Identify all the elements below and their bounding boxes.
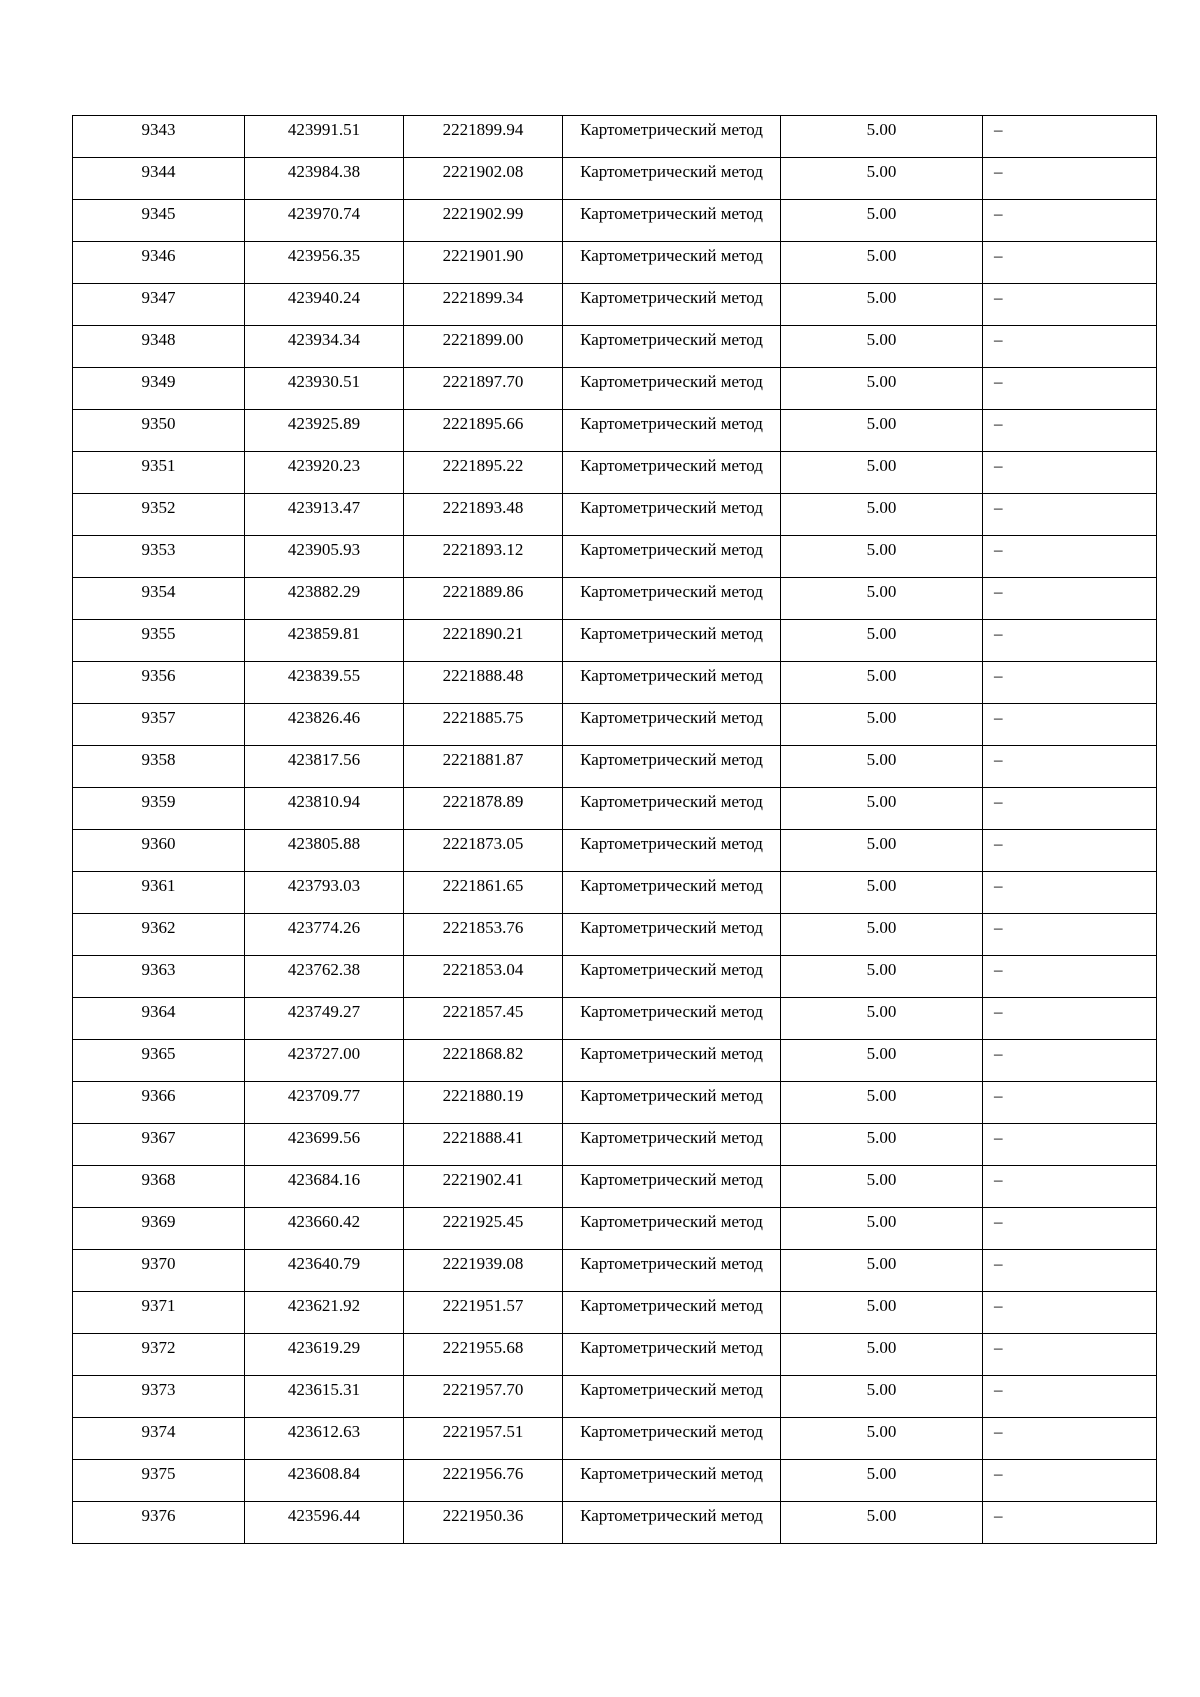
method-cell: Картометрический метод <box>563 410 781 452</box>
y-coordinate-cell: 2221939.08 <box>404 1250 563 1292</box>
method-cell: Картометрический метод <box>563 872 781 914</box>
note-cell: – <box>983 536 1157 578</box>
y-coordinate-cell: 2221878.89 <box>404 788 563 830</box>
method-cell: Картометрический метод <box>563 1166 781 1208</box>
document-page <box>72 115 1157 1544</box>
accuracy-cell: 5.00 <box>781 1082 983 1124</box>
accuracy-cell: 5.00 <box>781 830 983 872</box>
point-number-cell: 9358 <box>73 746 245 788</box>
method-cell: Картометрический метод <box>563 200 781 242</box>
point-number-cell: 9369 <box>73 1208 245 1250</box>
y-coordinate-cell: 2221893.48 <box>404 494 563 536</box>
accuracy-cell: 5.00 <box>781 1502 983 1544</box>
note-cell: – <box>983 242 1157 284</box>
accuracy-cell: 5.00 <box>781 788 983 830</box>
accuracy-cell: 5.00 <box>781 998 983 1040</box>
accuracy-cell: 5.00 <box>781 746 983 788</box>
point-number-cell: 9366 <box>73 1082 245 1124</box>
y-coordinate-cell: 2221902.08 <box>404 158 563 200</box>
table-row <box>73 1040 1157 1082</box>
accuracy-cell: 5.00 <box>781 1208 983 1250</box>
method-cell: Картометрический метод <box>563 326 781 368</box>
point-number-cell: 9347 <box>73 284 245 326</box>
method-cell: Картометрический метод <box>563 1040 781 1082</box>
accuracy-cell: 5.00 <box>781 1460 983 1502</box>
note-cell: – <box>983 620 1157 662</box>
method-cell: Картометрический метод <box>563 956 781 998</box>
method-cell: Картометрический метод <box>563 746 781 788</box>
point-number-cell: 9353 <box>73 536 245 578</box>
y-coordinate-cell: 2221888.41 <box>404 1124 563 1166</box>
y-coordinate-cell: 2221897.70 <box>404 368 563 410</box>
point-number-cell: 9351 <box>73 452 245 494</box>
note-cell: – <box>983 1166 1157 1208</box>
method-cell: Картометрический метод <box>563 1292 781 1334</box>
note-cell: – <box>983 326 1157 368</box>
accuracy-cell: 5.00 <box>781 494 983 536</box>
table-row <box>73 1124 1157 1166</box>
x-coordinate-cell: 423608.84 <box>245 1460 404 1502</box>
y-coordinate-cell: 2221950.36 <box>404 1502 563 1544</box>
accuracy-cell: 5.00 <box>781 1376 983 1418</box>
accuracy-cell: 5.00 <box>781 536 983 578</box>
method-cell: Картометрический метод <box>563 620 781 662</box>
x-coordinate-cell: 423991.51 <box>245 116 404 158</box>
method-cell: Картометрический метод <box>563 704 781 746</box>
table-row <box>73 1334 1157 1376</box>
x-coordinate-cell: 423621.92 <box>245 1292 404 1334</box>
note-cell: – <box>983 914 1157 956</box>
note-cell: – <box>983 158 1157 200</box>
table-row <box>73 1418 1157 1460</box>
table-row <box>73 872 1157 914</box>
y-coordinate-cell: 2221901.90 <box>404 242 563 284</box>
accuracy-cell: 5.00 <box>781 284 983 326</box>
note-cell: – <box>983 1460 1157 1502</box>
accuracy-cell: 5.00 <box>781 410 983 452</box>
point-number-cell: 9352 <box>73 494 245 536</box>
x-coordinate-cell: 423793.03 <box>245 872 404 914</box>
table-row <box>73 284 1157 326</box>
method-cell: Картометрический метод <box>563 1502 781 1544</box>
table-row <box>73 326 1157 368</box>
table-body <box>73 116 1157 1544</box>
point-number-cell: 9355 <box>73 620 245 662</box>
method-cell: Картометрический метод <box>563 536 781 578</box>
note-cell: – <box>983 998 1157 1040</box>
point-number-cell: 9372 <box>73 1334 245 1376</box>
y-coordinate-cell: 2221889.86 <box>404 578 563 620</box>
method-cell: Картометрический метод <box>563 116 781 158</box>
note-cell: – <box>983 452 1157 494</box>
method-cell: Картометрический метод <box>563 242 781 284</box>
point-number-cell: 9370 <box>73 1250 245 1292</box>
x-coordinate-cell: 423709.77 <box>245 1082 404 1124</box>
note-cell: – <box>983 116 1157 158</box>
x-coordinate-cell: 423612.63 <box>245 1418 404 1460</box>
note-cell: – <box>983 830 1157 872</box>
accuracy-cell: 5.00 <box>781 158 983 200</box>
y-coordinate-cell: 2221957.51 <box>404 1418 563 1460</box>
method-cell: Картометрический метод <box>563 1082 781 1124</box>
accuracy-cell: 5.00 <box>781 1250 983 1292</box>
accuracy-cell: 5.00 <box>781 242 983 284</box>
x-coordinate-cell: 423660.42 <box>245 1208 404 1250</box>
x-coordinate-cell: 423970.74 <box>245 200 404 242</box>
point-number-cell: 9343 <box>73 116 245 158</box>
x-coordinate-cell: 423940.24 <box>245 284 404 326</box>
accuracy-cell: 5.00 <box>781 116 983 158</box>
method-cell: Картометрический метод <box>563 830 781 872</box>
table-row <box>73 1502 1157 1544</box>
method-cell: Картометрический метод <box>563 284 781 326</box>
x-coordinate-cell: 423762.38 <box>245 956 404 998</box>
y-coordinate-cell: 2221888.48 <box>404 662 563 704</box>
y-coordinate-cell: 2221857.45 <box>404 998 563 1040</box>
y-coordinate-cell: 2221902.41 <box>404 1166 563 1208</box>
accuracy-cell: 5.00 <box>781 1166 983 1208</box>
point-number-cell: 9364 <box>73 998 245 1040</box>
note-cell: – <box>983 1502 1157 1544</box>
point-number-cell: 9373 <box>73 1376 245 1418</box>
x-coordinate-cell: 423984.38 <box>245 158 404 200</box>
note-cell: – <box>983 872 1157 914</box>
x-coordinate-cell: 423956.35 <box>245 242 404 284</box>
table-row <box>73 620 1157 662</box>
point-number-cell: 9361 <box>73 872 245 914</box>
x-coordinate-cell: 423826.46 <box>245 704 404 746</box>
y-coordinate-cell: 2221853.04 <box>404 956 563 998</box>
x-coordinate-cell: 423640.79 <box>245 1250 404 1292</box>
table-row <box>73 956 1157 998</box>
x-coordinate-cell: 423925.89 <box>245 410 404 452</box>
point-number-cell: 9350 <box>73 410 245 452</box>
y-coordinate-cell: 2221899.34 <box>404 284 563 326</box>
y-coordinate-cell: 2221880.19 <box>404 1082 563 1124</box>
table-row <box>73 1376 1157 1418</box>
table-row <box>73 368 1157 410</box>
x-coordinate-cell: 423810.94 <box>245 788 404 830</box>
method-cell: Картометрический метод <box>563 1376 781 1418</box>
accuracy-cell: 5.00 <box>781 1334 983 1376</box>
point-number-cell: 9346 <box>73 242 245 284</box>
note-cell: – <box>983 1040 1157 1082</box>
point-number-cell: 9376 <box>73 1502 245 1544</box>
y-coordinate-cell: 2221853.76 <box>404 914 563 956</box>
accuracy-cell: 5.00 <box>781 620 983 662</box>
method-cell: Картометрический метод <box>563 662 781 704</box>
x-coordinate-cell: 423913.47 <box>245 494 404 536</box>
point-number-cell: 9348 <box>73 326 245 368</box>
point-number-cell: 9349 <box>73 368 245 410</box>
x-coordinate-cell: 423699.56 <box>245 1124 404 1166</box>
point-number-cell: 9362 <box>73 914 245 956</box>
y-coordinate-cell: 2221902.99 <box>404 200 563 242</box>
table-row <box>73 830 1157 872</box>
y-coordinate-cell: 2221881.87 <box>404 746 563 788</box>
accuracy-cell: 5.00 <box>781 1124 983 1166</box>
note-cell: – <box>983 368 1157 410</box>
point-number-cell: 9354 <box>73 578 245 620</box>
note-cell: – <box>983 704 1157 746</box>
note-cell: – <box>983 284 1157 326</box>
note-cell: – <box>983 410 1157 452</box>
table-row <box>73 1208 1157 1250</box>
method-cell: Картометрический метод <box>563 1334 781 1376</box>
table-row <box>73 1166 1157 1208</box>
x-coordinate-cell: 423839.55 <box>245 662 404 704</box>
y-coordinate-cell: 2221895.22 <box>404 452 563 494</box>
accuracy-cell: 5.00 <box>781 1292 983 1334</box>
x-coordinate-cell: 423920.23 <box>245 452 404 494</box>
note-cell: – <box>983 1418 1157 1460</box>
y-coordinate-cell: 2221956.76 <box>404 1460 563 1502</box>
y-coordinate-cell: 2221925.45 <box>404 1208 563 1250</box>
table-row <box>73 998 1157 1040</box>
table-row <box>73 494 1157 536</box>
table-row <box>73 578 1157 620</box>
accuracy-cell: 5.00 <box>781 1040 983 1082</box>
y-coordinate-cell: 2221893.12 <box>404 536 563 578</box>
method-cell: Картометрический метод <box>563 158 781 200</box>
point-number-cell: 9345 <box>73 200 245 242</box>
method-cell: Картометрический метод <box>563 914 781 956</box>
table-row <box>73 788 1157 830</box>
method-cell: Картометрический метод <box>563 494 781 536</box>
note-cell: – <box>983 1334 1157 1376</box>
table-row <box>73 914 1157 956</box>
accuracy-cell: 5.00 <box>781 704 983 746</box>
point-number-cell: 9344 <box>73 158 245 200</box>
note-cell: – <box>983 956 1157 998</box>
x-coordinate-cell: 423930.51 <box>245 368 404 410</box>
method-cell: Картометрический метод <box>563 368 781 410</box>
y-coordinate-cell: 2221899.94 <box>404 116 563 158</box>
table-row <box>73 662 1157 704</box>
accuracy-cell: 5.00 <box>781 200 983 242</box>
method-cell: Картометрический метод <box>563 1124 781 1166</box>
point-number-cell: 9363 <box>73 956 245 998</box>
table-row <box>73 410 1157 452</box>
x-coordinate-cell: 423684.16 <box>245 1166 404 1208</box>
table-row <box>73 704 1157 746</box>
y-coordinate-cell: 2221957.70 <box>404 1376 563 1418</box>
note-cell: – <box>983 788 1157 830</box>
point-number-cell: 9367 <box>73 1124 245 1166</box>
method-cell: Картометрический метод <box>563 452 781 494</box>
method-cell: Картометрический метод <box>563 998 781 1040</box>
x-coordinate-cell: 423805.88 <box>245 830 404 872</box>
table-row <box>73 158 1157 200</box>
note-cell: – <box>983 1208 1157 1250</box>
y-coordinate-cell: 2221861.65 <box>404 872 563 914</box>
table-row <box>73 1460 1157 1502</box>
method-cell: Картометрический метод <box>563 1460 781 1502</box>
method-cell: Картометрический метод <box>563 578 781 620</box>
point-number-cell: 9371 <box>73 1292 245 1334</box>
accuracy-cell: 5.00 <box>781 452 983 494</box>
accuracy-cell: 5.00 <box>781 914 983 956</box>
note-cell: – <box>983 1376 1157 1418</box>
x-coordinate-cell: 423727.00 <box>245 1040 404 1082</box>
x-coordinate-cell: 423749.27 <box>245 998 404 1040</box>
accuracy-cell: 5.00 <box>781 662 983 704</box>
note-cell: – <box>983 1250 1157 1292</box>
table-row <box>73 242 1157 284</box>
table-row <box>73 1250 1157 1292</box>
method-cell: Картометрический метод <box>563 1250 781 1292</box>
table-row <box>73 200 1157 242</box>
accuracy-cell: 5.00 <box>781 326 983 368</box>
x-coordinate-cell: 423905.93 <box>245 536 404 578</box>
y-coordinate-cell: 2221951.57 <box>404 1292 563 1334</box>
table-row <box>73 452 1157 494</box>
y-coordinate-cell: 2221885.75 <box>404 704 563 746</box>
y-coordinate-cell: 2221868.82 <box>404 1040 563 1082</box>
point-number-cell: 9365 <box>73 1040 245 1082</box>
point-number-cell: 9368 <box>73 1166 245 1208</box>
point-number-cell: 9375 <box>73 1460 245 1502</box>
note-cell: – <box>983 662 1157 704</box>
table-row <box>73 1082 1157 1124</box>
method-cell: Картометрический метод <box>563 1208 781 1250</box>
point-number-cell: 9357 <box>73 704 245 746</box>
x-coordinate-cell: 423774.26 <box>245 914 404 956</box>
x-coordinate-cell: 423615.31 <box>245 1376 404 1418</box>
point-number-cell: 9374 <box>73 1418 245 1460</box>
x-coordinate-cell: 423882.29 <box>245 578 404 620</box>
note-cell: – <box>983 578 1157 620</box>
x-coordinate-cell: 423619.29 <box>245 1334 404 1376</box>
method-cell: Картометрический метод <box>563 1418 781 1460</box>
note-cell: – <box>983 200 1157 242</box>
note-cell: – <box>983 746 1157 788</box>
note-cell: – <box>983 1124 1157 1166</box>
x-coordinate-cell: 423817.56 <box>245 746 404 788</box>
accuracy-cell: 5.00 <box>781 956 983 998</box>
point-number-cell: 9360 <box>73 830 245 872</box>
x-coordinate-cell: 423934.34 <box>245 326 404 368</box>
y-coordinate-cell: 2221895.66 <box>404 410 563 452</box>
note-cell: – <box>983 494 1157 536</box>
table-row <box>73 536 1157 578</box>
coordinates-table <box>72 115 1157 1544</box>
y-coordinate-cell: 2221899.00 <box>404 326 563 368</box>
accuracy-cell: 5.00 <box>781 368 983 410</box>
accuracy-cell: 5.00 <box>781 578 983 620</box>
accuracy-cell: 5.00 <box>781 872 983 914</box>
y-coordinate-cell: 2221955.68 <box>404 1334 563 1376</box>
table-row <box>73 746 1157 788</box>
x-coordinate-cell: 423859.81 <box>245 620 404 662</box>
x-coordinate-cell: 423596.44 <box>245 1502 404 1544</box>
y-coordinate-cell: 2221873.05 <box>404 830 563 872</box>
table-row <box>73 1292 1157 1334</box>
accuracy-cell: 5.00 <box>781 1418 983 1460</box>
note-cell: – <box>983 1292 1157 1334</box>
y-coordinate-cell: 2221890.21 <box>404 620 563 662</box>
table-row <box>73 116 1157 158</box>
method-cell: Картометрический метод <box>563 788 781 830</box>
point-number-cell: 9359 <box>73 788 245 830</box>
note-cell: – <box>983 1082 1157 1124</box>
point-number-cell: 9356 <box>73 662 245 704</box>
